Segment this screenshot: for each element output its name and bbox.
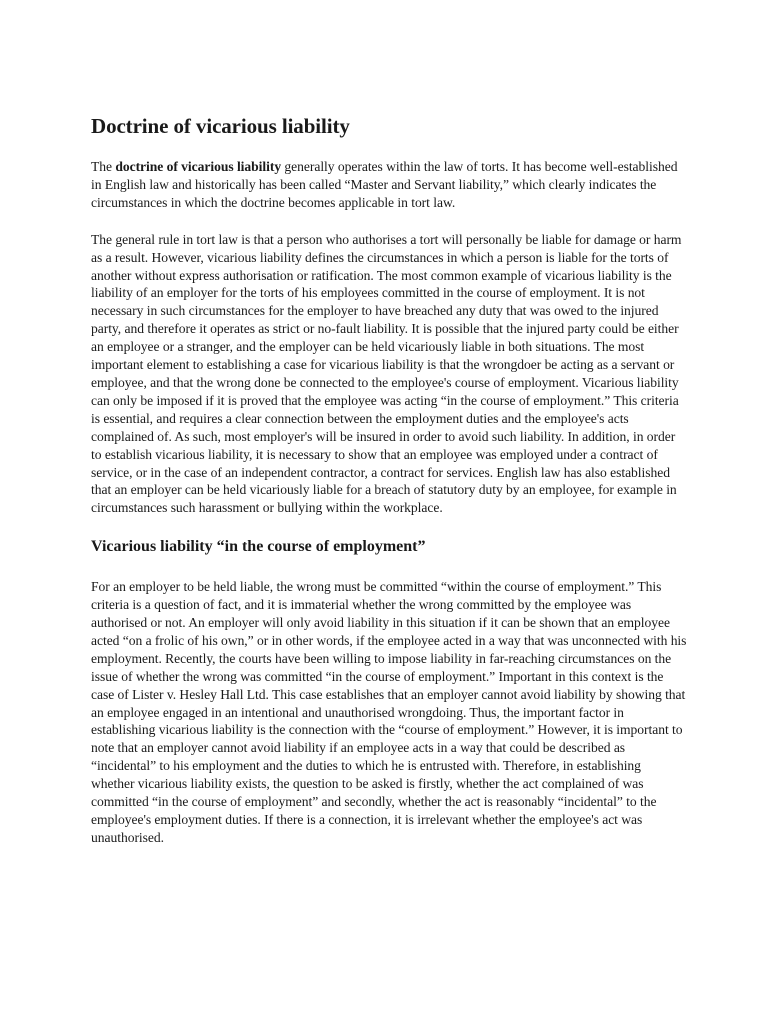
intro-lead: The xyxy=(91,159,116,174)
intro-bold-term: doctrine of vicarious liability xyxy=(115,159,282,174)
intro-rest: generally operates within the law of torts. It has become well-established in English law and historically has been called “Master and Servant liability,” which clearly indicates the circumstances in which the doctrine becomes applicable in tort law. xyxy=(91,159,678,210)
section-heading: Vicarious liability “in the course of employment” xyxy=(91,538,426,556)
document-page xyxy=(91,112,687,866)
document-title: Doctrine of vicarious liability xyxy=(91,114,350,138)
body-paragraph-course-of-employment: For an employer to be held liable, the wrong must be committed “within the course of employment.” This criteria is a question of fact, and it is immaterial whether the wrong committed by the employee was authorised or not. An employer will only avoid liability in this situation if it can be shown that an employee acted “on a frolic of his own,” or in other words, if the employee acted in a way that was unconnected with his employment. Recently, the courts have been willing to impose liability in far-reaching circumstances on the issue of whether the wrong was committed “in the course of employment.” Important in this context is the case of Lister v. Hesley Hall Ltd. This case establishes that an employer cannot avoid liability by showing that an employee engaged in an intentional and unauthorised wrongdoing. Thus, the important factor in establishing vicarious liability is the connection with the “course of employment.” However, it is important to note that an employer cannot avoid liability if an employee acts in a way that could be described as “incidental” to his employment and the duties to which he is entrusted with. Therefore, in establishing whether vicarious liability exists, the question to be asked is firstly, whether the act complained of was committed “in the course of employment” and secondly, whether the act is reasonably “incidental” to the employee's employment duties. If there is a connection, it is irrelevant whether the employee's act was unauthorised. xyxy=(91,579,687,845)
intro-paragraph xyxy=(91,158,687,212)
body-paragraph-general-rule: The general rule in tort law is that a person who authorises a tort will personally be liable for damage or harm as a result. However, vicarious liability defines the circumstances in which a person is liable for the torts of another without express authorisation or ratification. The most common example of vicarious liability is the liability of an employer for the torts of his employees committed in the course of employment. It is not necessary in such circumstances for the employer to have breached any duty that was owed to the injured party, and therefore it operates as strict or no-fault liability. It is possible that the injured party could be either an employee or a stranger, and the employer can be held vicariously liable in both situations. The most important element to establishing a case for vicarious liability is that the wrongdoer be acting as a servant or employee, and that the wrong done be connected to the employee's course of employment. Vicarious liability can only be imposed if it is proved that the employee was acting “in the course of employment.” This criteria is essential, and requires a clear connection between the employment duties and the employee's acts complained of. As such, most employer's will be insured in order to avoid such liability. In addition, in order to establish vicarious liability, it is necessary to show that an employee was employed under a contract of service, or in the case of an independent contractor, a contract for services. English law has also established that an employer can be held vicariously liable for a breach of statutory duty by an employee, for example in circumstances such harassment or bullying within the workplace. xyxy=(91,231,682,516)
